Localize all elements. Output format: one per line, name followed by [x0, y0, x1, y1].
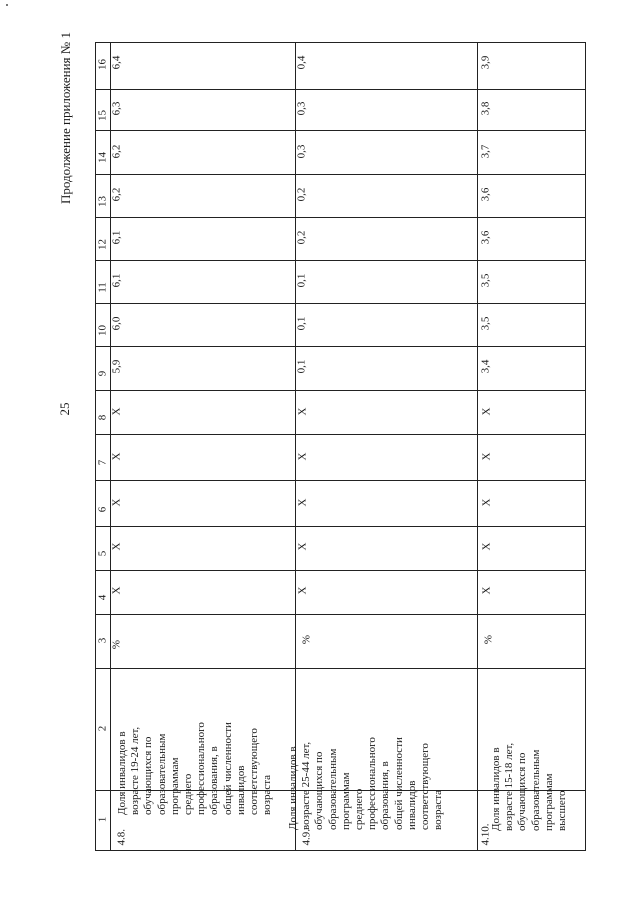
- table-grid-line: [477, 42, 478, 850]
- page-number: 25: [57, 402, 72, 416]
- value-cell: X: [110, 498, 123, 507]
- value-cell: 6,1: [110, 273, 123, 288]
- value-cell: 6,2: [110, 144, 123, 159]
- value-cell: 3,5: [479, 316, 492, 331]
- value-cell: X: [110, 452, 123, 461]
- header-cell: 8: [96, 414, 109, 421]
- value-cell: X: [110, 586, 123, 595]
- table-grid-line: [95, 217, 586, 218]
- table-border-top: [95, 42, 586, 43]
- value-cell: X: [110, 542, 123, 551]
- value-cell: 0,1: [295, 316, 308, 331]
- value-cell: X: [480, 452, 493, 461]
- header-cell: 9: [96, 370, 109, 377]
- value-cell: X: [296, 586, 309, 595]
- appendix-note: Продолжение приложения № 1: [58, 32, 73, 204]
- value-cell: 0,2: [295, 187, 308, 202]
- header-cell: 11: [96, 282, 109, 293]
- value-cell: X: [480, 542, 493, 551]
- value-cell: X: [296, 542, 309, 551]
- value-cell: 3,6: [479, 187, 492, 202]
- header-cell: 13: [96, 196, 109, 207]
- header-cell: 3: [96, 637, 109, 644]
- value-cell: 0,1: [295, 273, 308, 288]
- table-grid-line: [95, 174, 586, 175]
- value-cell: X: [480, 407, 493, 416]
- row-id: 4.8.: [115, 829, 128, 846]
- header-cell: 10: [96, 325, 109, 336]
- table-grid-line: [95, 346, 586, 347]
- row-unit: %: [300, 634, 313, 645]
- value-cell: X: [110, 407, 123, 416]
- value-cell: 3,8: [479, 101, 492, 116]
- value-cell: X: [296, 498, 309, 507]
- table-grid-line: [95, 303, 586, 304]
- header-cell: 1: [96, 816, 109, 823]
- table-border-bottom: [95, 850, 586, 851]
- value-cell: X: [480, 586, 493, 595]
- header-cell: 6: [96, 506, 109, 513]
- row-id: 4.9.: [300, 829, 313, 846]
- value-cell: 0,2: [295, 230, 308, 245]
- value-cell: 6,4: [110, 55, 123, 70]
- table-grid-line: [95, 614, 586, 615]
- row-description: Доля инвалидов в возрасте 15-18 лет, обучающихся по образовательным программам высшего: [490, 742, 569, 831]
- table-grid-line: [95, 480, 586, 481]
- table-grid-line: [95, 130, 586, 131]
- value-cell: 3,5: [479, 273, 492, 288]
- value-cell: 3,4: [479, 359, 492, 374]
- table-grid-line: [95, 390, 586, 391]
- header-cell: 16: [96, 59, 109, 70]
- value-cell: 6,2: [110, 187, 123, 202]
- table-grid-line: [95, 89, 586, 90]
- table-border-right: [585, 42, 586, 850]
- value-cell: X: [296, 407, 309, 416]
- value-cell: 0,4: [295, 55, 308, 70]
- header-cell: 12: [96, 239, 109, 250]
- header-cell: 2: [96, 725, 109, 732]
- table-grid-line: [95, 570, 586, 571]
- value-cell: X: [480, 498, 493, 507]
- value-cell: 0,1: [295, 359, 308, 374]
- value-cell: 6,1: [110, 230, 123, 245]
- row-id: 4.10.: [479, 823, 492, 846]
- row-unit: %: [482, 634, 495, 645]
- table-grid-line: [95, 526, 586, 527]
- value-cell: 3,6: [479, 230, 492, 245]
- row-description: Доля инвалидов в возрасте 19-24 лет, обучающихся по образовательным программам среднего профессионального образования, в общей численности инвалидов соответствующего возраста: [116, 722, 274, 815]
- row-description: Доля инвалидов в возрасте 25-44 лет, обучающихся по образовательным программам среднего профессионального образования, в общей численности инвалидов соответствующего возраста: [287, 737, 445, 830]
- value-cell: 0,3: [295, 144, 308, 159]
- value-cell: 6,0: [110, 316, 123, 331]
- scan-mark: [6, 4, 8, 6]
- header-cell: 5: [96, 550, 109, 557]
- row-unit: %: [110, 639, 123, 650]
- header-cell: 4: [96, 594, 109, 601]
- header-cell: 15: [96, 110, 109, 121]
- header-cell: 14: [96, 152, 109, 163]
- value-cell: 3,7: [479, 144, 492, 159]
- value-cell: 0,3: [295, 101, 308, 116]
- table-grid-line: [95, 260, 586, 261]
- table-grid-line: [95, 434, 586, 435]
- value-cell: 5,9: [110, 359, 123, 374]
- header-cell: 7: [96, 459, 109, 466]
- value-cell: X: [296, 452, 309, 461]
- value-cell: 6,3: [110, 101, 123, 116]
- value-cell: 3,9: [479, 55, 492, 70]
